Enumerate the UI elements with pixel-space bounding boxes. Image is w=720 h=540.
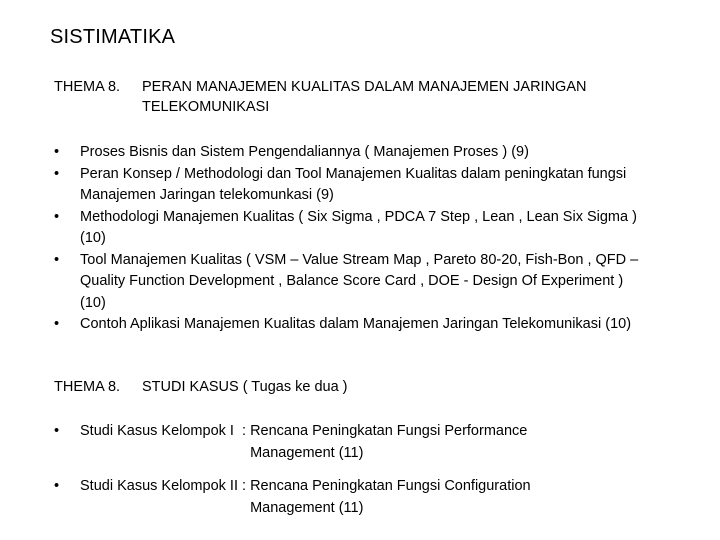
list-item	[54, 250, 640, 315]
list-spacer	[54, 464, 570, 476]
page-title: SISTIMATIKA	[50, 26, 176, 48]
list-item-text: Proses Bisnis dan Sistem Pengendaliannya ( Manajemen Proses ) (9)	[80, 144, 529, 160]
theme-1-label: THEMA 8.	[54, 79, 121, 95]
theme-1-list	[54, 142, 640, 336]
case-study-name: Studi Kasus Kelompok I :	[80, 423, 251, 439]
theme-1-heading	[54, 77, 642, 117]
theme-2-label: THEMA 8.	[54, 379, 121, 395]
theme-2-heading	[54, 377, 348, 397]
bullet-icon: •	[54, 144, 60, 160]
theme-2-list	[54, 421, 570, 519]
list-item	[54, 314, 640, 336]
case-study-desc: Rencana Peningkatan Fungsi Performance Management (11)	[250, 423, 528, 461]
list-item	[54, 476, 570, 519]
list-item	[54, 142, 640, 164]
list-item-text: Tool Manajemen Kualitas ( VSM – Value Stream Map , Pareto 80-20, Fish-Bon , QFD – Quality Function Development , Balance Score Card , DOE - Design Of Experiment ) (10)	[80, 251, 639, 311]
list-item-text: Contoh Aplikasi Manajemen Kualitas dalam Manajemen Jaringan Telekomunikasi (10)	[80, 316, 632, 332]
list-item	[54, 164, 640, 207]
list-item	[54, 421, 570, 464]
list-item	[54, 207, 640, 250]
bullet-icon: •	[54, 208, 60, 225]
bullet-icon: •	[54, 423, 60, 439]
bullet-icon: •	[54, 165, 60, 182]
bullet-icon: •	[54, 251, 60, 268]
bullet-icon: •	[54, 316, 60, 332]
theme-1-title: PERAN MANAJEMEN KUALITAS DALAM MANAJEMEN JARINGAN TELEKOMUNIKASI	[142, 79, 587, 115]
list-item-text: Methodologi Manajemen Kualitas ( Six Sigma , PDCA 7 Step , Lean , Lean Six Sigma ) (10)	[80, 208, 637, 246]
case-study-desc: Rencana Peningkatan Fungsi Configuration Management (11)	[250, 478, 531, 516]
theme-2-title: STUDI KASUS ( Tugas ke dua )	[142, 379, 348, 395]
list-item-text: Peran Konsep / Methodologi dan Tool Manajemen Kualitas dalam peningkatan fungsi Manajemen Jaringan telekomunkasi (9)	[80, 165, 627, 203]
case-study-name: Studi Kasus Kelompok II :	[80, 478, 251, 494]
bullet-icon: •	[54, 478, 60, 494]
